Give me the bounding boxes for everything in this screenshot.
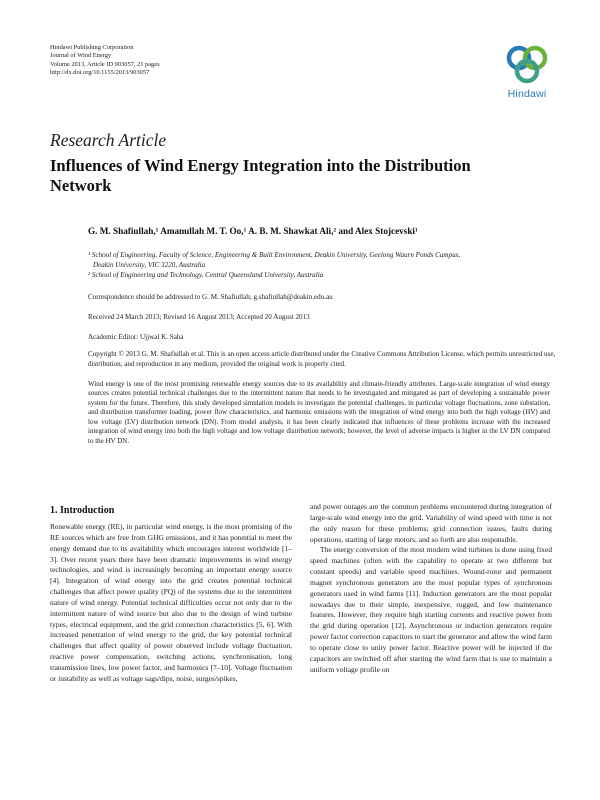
journal-line: Journal of Wind Energy (50, 52, 112, 60)
affiliation-1-cont: Deakin University, VIC 3220, Australia (93, 261, 206, 269)
correspondence: Correspondence should be addressed to G. M. Shafiullah; g.shafiullah@deakin.edu.au (88, 293, 333, 301)
paragraph: and power outages are the common problems encountered during integration of large-scale wind energy into the grid. Variability of wind speed with time is not the only reason for these problems; grid connection issues, faults during operations, starting of large motors, and so forth are also responsible. (310, 502, 552, 544)
affiliation-1: ¹ School of Engineering, Faculty of Science, Engineering & Built Environment, Deakin University, Geelong Waurn Ponds Campus, (88, 251, 461, 259)
academic-editor: Academic Editor: Ujjwal K. Saha (88, 333, 184, 341)
section-heading: 1. Introduction (50, 505, 115, 516)
author-list: G. M. Shafiullah,¹ Amanullah M. T. Oo,¹ A. B. M. Shawkat Ali,² and Alex Stojcevski¹ (88, 226, 418, 236)
hindawi-rings-icon (504, 44, 550, 86)
publication-info (50, 44, 160, 78)
paragraph: Renewable energy (RE), in particular wind energy, is the most promising of the RE sources which are free from GHG emissions, and it has potential to meet the energy demand due to its availability which encourages interest worldwide [1–3]. Over recent years there have been dramatic improvements in wind energy technologies, and wind is increasingly becoming an important energy source [4]. Integration of wind energy into the grid creates potential technical challenges that affect power quality (PQ) of the systems due to the intermittent nature of wind energy. Potential technical difficulties occur not only due to the intermittent nature of wind source but also due to the design of wind turbine types, electrical equipment, and the grid connection characteristics [5, 6]. With increased penetration of wind energy to the grid, the key potential technical challenges that affect quality of power observed include voltage fluctuation, reactive power compensation, switching actions, synchronisation, long transmission lines, low power factor, and harmonics [7–10]. Voltage fluctuation or instability as well as voltage sags/dips, noise, surges/spikes, (50, 522, 292, 683)
hindawi-logo (496, 44, 558, 106)
article-type: Research Article (50, 130, 167, 150)
affiliation-2: ² School of Engineering and Technology, Central Queensland University, Australia (88, 271, 324, 279)
abstract: Wind energy is one of the most promising renewable energy sources due to its availability and climate-friendly attributes. Large-scale integration of wind energy sources creates potential technical challenges due to the intermittent nature that needs to be investigated and mitigated as part of developing a sustainable power system for the future. Therefore, this study developed simulation models to investigate the potential challenges, in particular voltage fluctuations, zone substation, and distribution transformer loading, power flow characteristics, and harmonic emissions with the integration of wind energy into both the high voltage (HV) and low voltage (LV) distribution network (DN). From model analysis, it has been clearly indicated that influences of these problems increase with the increased integration of wind energy into both the high voltage and low voltage distribution network; however, the level of adverse impacts is higher in the LV DN compared to the HV DN. (88, 380, 550, 445)
hindawi-logo-text: Hindawi (507, 88, 547, 100)
left-column (50, 522, 292, 790)
paper-title: Influences of Wind Energy Integration into the Distribution Network (50, 156, 471, 195)
publisher-line: Hindawi Publishing Corporation (50, 44, 134, 51)
right-column (310, 502, 552, 790)
volume-line: Volume 2013, Article ID 903057, 21 pages (50, 60, 160, 68)
copyright-notice: Copyright © 2013 G. M. Shafiullah et al. This is an open access article distributed under the Creative Commons Attribution License, which permits unrestricted use, distribution, and reproduction in any medium, provided the original work is properly cited. (88, 350, 556, 368)
paragraph: The energy conversion of the most modern wind turbines is done using fixed speed machines (often with the capability to operate at two different but constant speeds) and variable speed machines. Wound-rotor and permanent magnet synchronous generators are the most popular types of synchronous generators used in wind farms [11]. Induction generators are the most popular nowadays due to their simple, inexpensive, rugged, and low maintenance features. However, they require high starting currents and reactive power from the grid during operation [12]. Asynchronous or induction generators require power factor correction capacitors to start the generator and allow the wind farm to operate close to unity power factor. Reactive power will be injected if the capacitors are switched off after starting the wind farm that is use to maintain a uniform voltage profile on (310, 545, 552, 674)
doi-link[interactable]: http://dx.doi.org/10.1155/2013/903057 (50, 69, 150, 77)
history-dates: Received 24 March 2013; Revised 16 August 2013; Accepted 20 August 2013 (88, 313, 310, 321)
